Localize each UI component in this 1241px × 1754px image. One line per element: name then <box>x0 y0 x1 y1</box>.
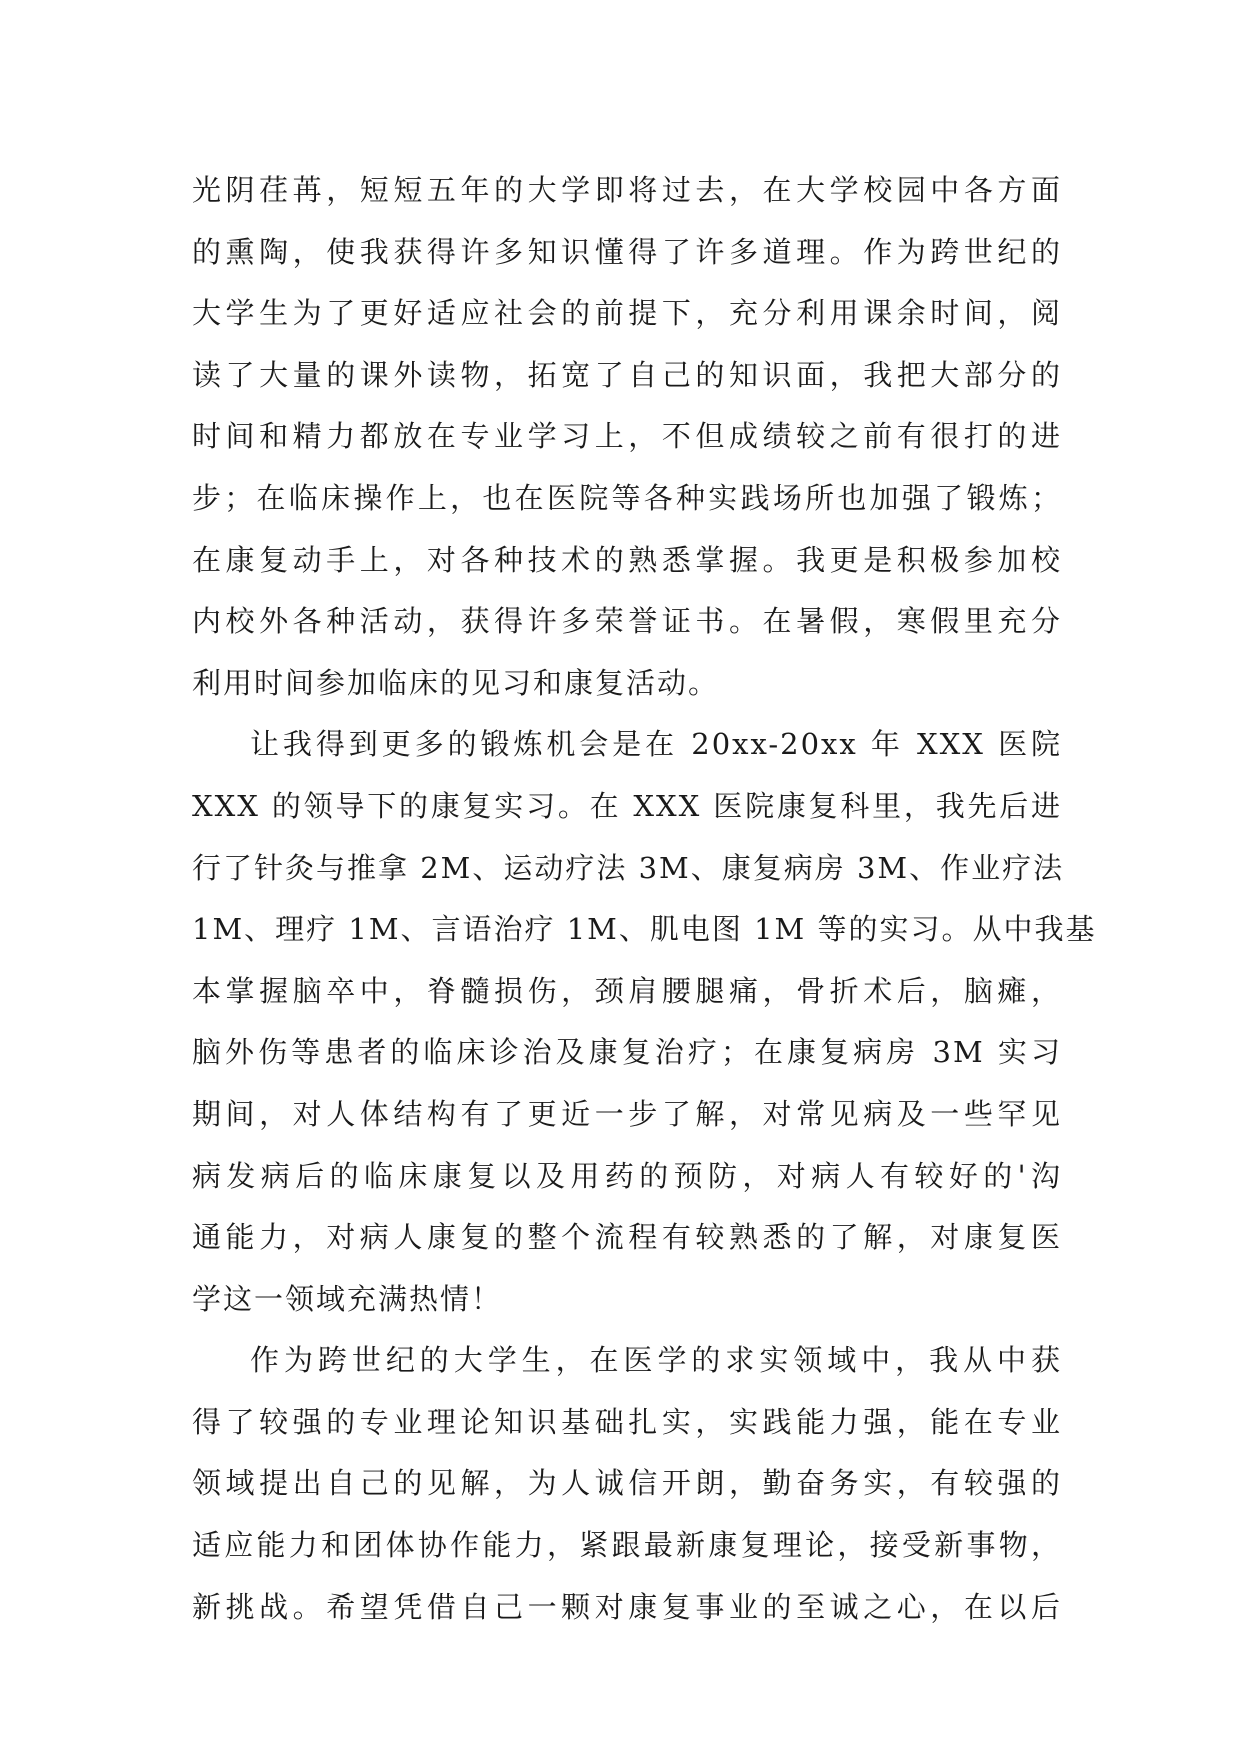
text-line: 新挑战。希望凭借自己一颗对康复事业的至诚之心，在以后 <box>192 1589 1062 1624</box>
text-line: 本掌握脑卒中，脊髓损伤，颈肩腰腿痛，骨折术后，脑瘫， <box>192 973 1062 1008</box>
text-line: 在康复动手上，对各种技术的熟悉掌握。我更是积极参加校 <box>192 542 1062 577</box>
text-line: 利用时间参加临床的见习和康复活动。 <box>192 665 720 700</box>
text-line: 步；在临床操作上，也在医院等各种实践场所也加强了锻炼； <box>192 480 1062 515</box>
text-line: 领域提出自己的见解，为人诚信开朗，勤奋务实，有较强的 <box>192 1466 1062 1501</box>
text-line: 脑外伤等患者的临床诊治及康复治疗；在康复病房 3M 实习 <box>192 1035 1062 1070</box>
text-line: 时间和精力都放在专业学习上，不但成绩较之前有很打的进 <box>192 419 1062 454</box>
text-line: 读了大量的课外读物，拓宽了自己的知识面，我把大部分的 <box>192 357 1062 392</box>
text-line: 内校外各种活动，获得许多荣誉证书。在暑假，寒假里充分 <box>192 604 1062 639</box>
text-line: 病发病后的临床康复以及用药的预防，对病人有较好的'沟 <box>192 1158 1062 1193</box>
text-line: 适应能力和团体协作能力，紧跟最新康复理论，接受新事物， <box>192 1528 1062 1563</box>
text-line: 大学生为了更好适应社会的前提下，充分利用课余时间，阅 <box>192 296 1062 331</box>
text-line: 光阴荏苒，短短五年的大学即将过去，在大学校园中各方面 <box>192 173 1062 207</box>
text-line: 期间，对人体结构有了更近一步了解，对常见病及一些罕见 <box>192 1096 1062 1131</box>
text-line: 通能力，对病人康复的整个流程有较熟悉的了解，对康复医 <box>192 1220 1062 1255</box>
text-line: 学这一领域充满热情！ <box>192 1281 503 1316</box>
paragraph-2 <box>192 714 1097 1330</box>
document-body <box>192 160 1097 1638</box>
paragraph-3 <box>192 1330 1062 1638</box>
text-line: 让我得到更多的锻炼机会是在 20xx-20xx 年 XXX 医院 <box>250 727 1062 762</box>
paragraph-1 <box>192 160 1062 714</box>
text-line: XXX 的领导下的康复实习。在 XXX 医院康复科里，我先后进 <box>192 788 1062 823</box>
text-line: 作为跨世纪的大学生，在医学的求实领域中，我从中获 <box>250 1343 1062 1378</box>
text-line: 1M、理疗 1M、言语治疗 1M、肌电图 1M 等的实习。从中我基 <box>192 912 1097 947</box>
text-line: 行了针灸与推拿 2M、运动疗法 3M、康复病房 3M、作业疗法 <box>192 850 1065 885</box>
text-line: 的熏陶，使我获得许多知识懂得了许多道理。作为跨世纪的 <box>192 234 1062 269</box>
text-line: 得了较强的专业理论知识基础扎实，实践能力强，能在专业 <box>192 1404 1062 1439</box>
